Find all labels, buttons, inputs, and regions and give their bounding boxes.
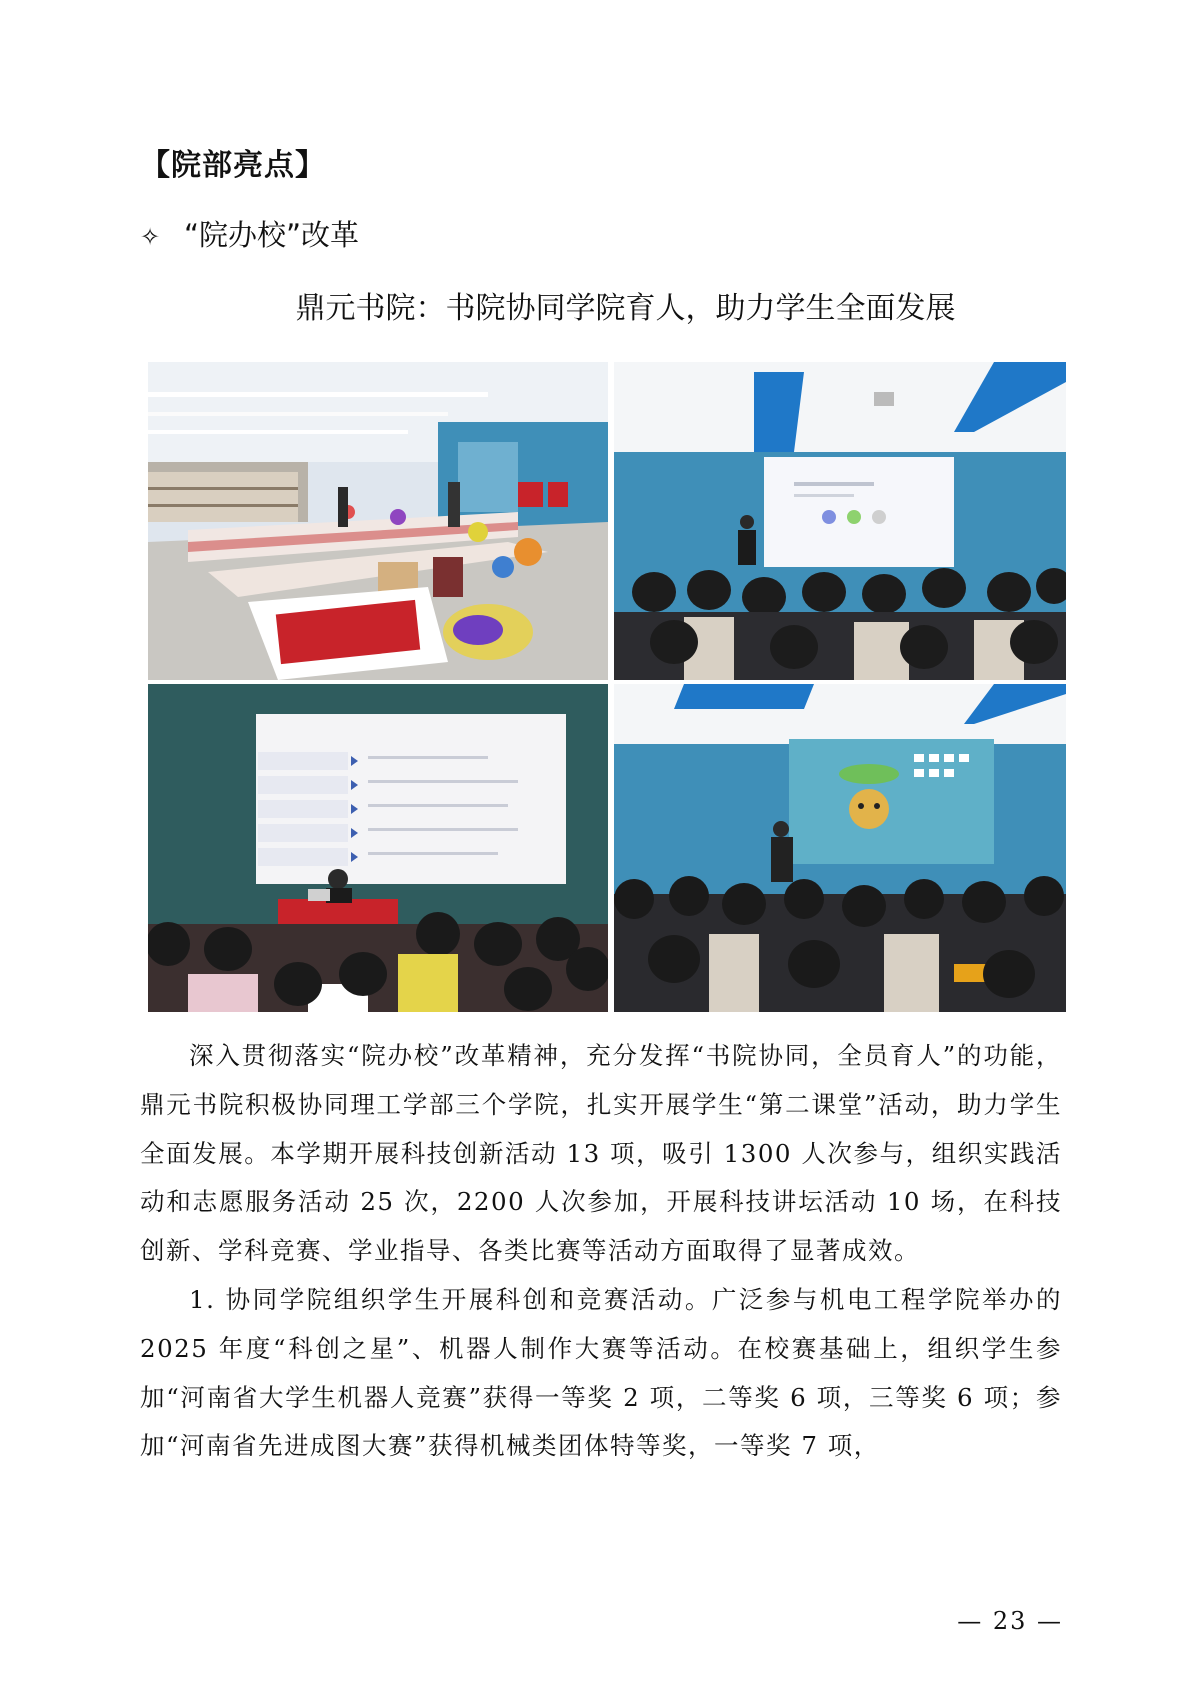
section-heading: 【院部亮点】 — [140, 148, 326, 183]
photo-craft-exhibition — [148, 362, 608, 680]
diamond-bullet-icon: ✧ — [140, 223, 161, 251]
body-paragraph-2: 1. 协同学院组织学生开展科创和竞赛活动。广泛参与机电工程学院举办的 2025 年度“科创之星”、机器人制作大赛等活动。在校赛基础上，组织学生参加“河南省大学生机器人竞赛”获得一等奖 2 项，二等奖 6 项，三等奖 6 项；参加“河南省先进成图大赛”获得机械类团体特等奖，一等奖 7 项， — [140, 1284, 1062, 1461]
article-title: 鼎元书院：书院协同学院育人，助力学生全面发展 — [295, 291, 956, 326]
page-number: — 23 — — [957, 1607, 1063, 1635]
photo-lecture-slide — [148, 684, 608, 1012]
section-subheading — [140, 213, 359, 254]
slide-option-3-icon — [872, 510, 886, 524]
slide-option-2-icon — [847, 510, 861, 524]
slide-option-1-icon — [822, 510, 836, 524]
article-body — [140, 1032, 1062, 1471]
subheading-text: “院办校”改革 — [184, 218, 360, 252]
photo-lecture-cartoon — [614, 684, 1066, 1012]
body-paragraph-1: 深入贯彻落实“院办校”改革精神，充分发挥“书院协同，全员育人”的功能，鼎元书院积极协同理工学部三个学院，扎实开展学生“第二课堂”活动，助力学生全面发展。本学期开展科技创新活动 13 项，吸引 1300 人次参与，组织实践活动和志愿服务活动 25 次，2200 人次参加，开展科技讲坛活动 10 场，在科技创新、学科竞赛、学业指导、各类比赛等活动方面取得了显著成效。 — [140, 1041, 1062, 1266]
photo-lecture-projector — [614, 362, 1066, 680]
